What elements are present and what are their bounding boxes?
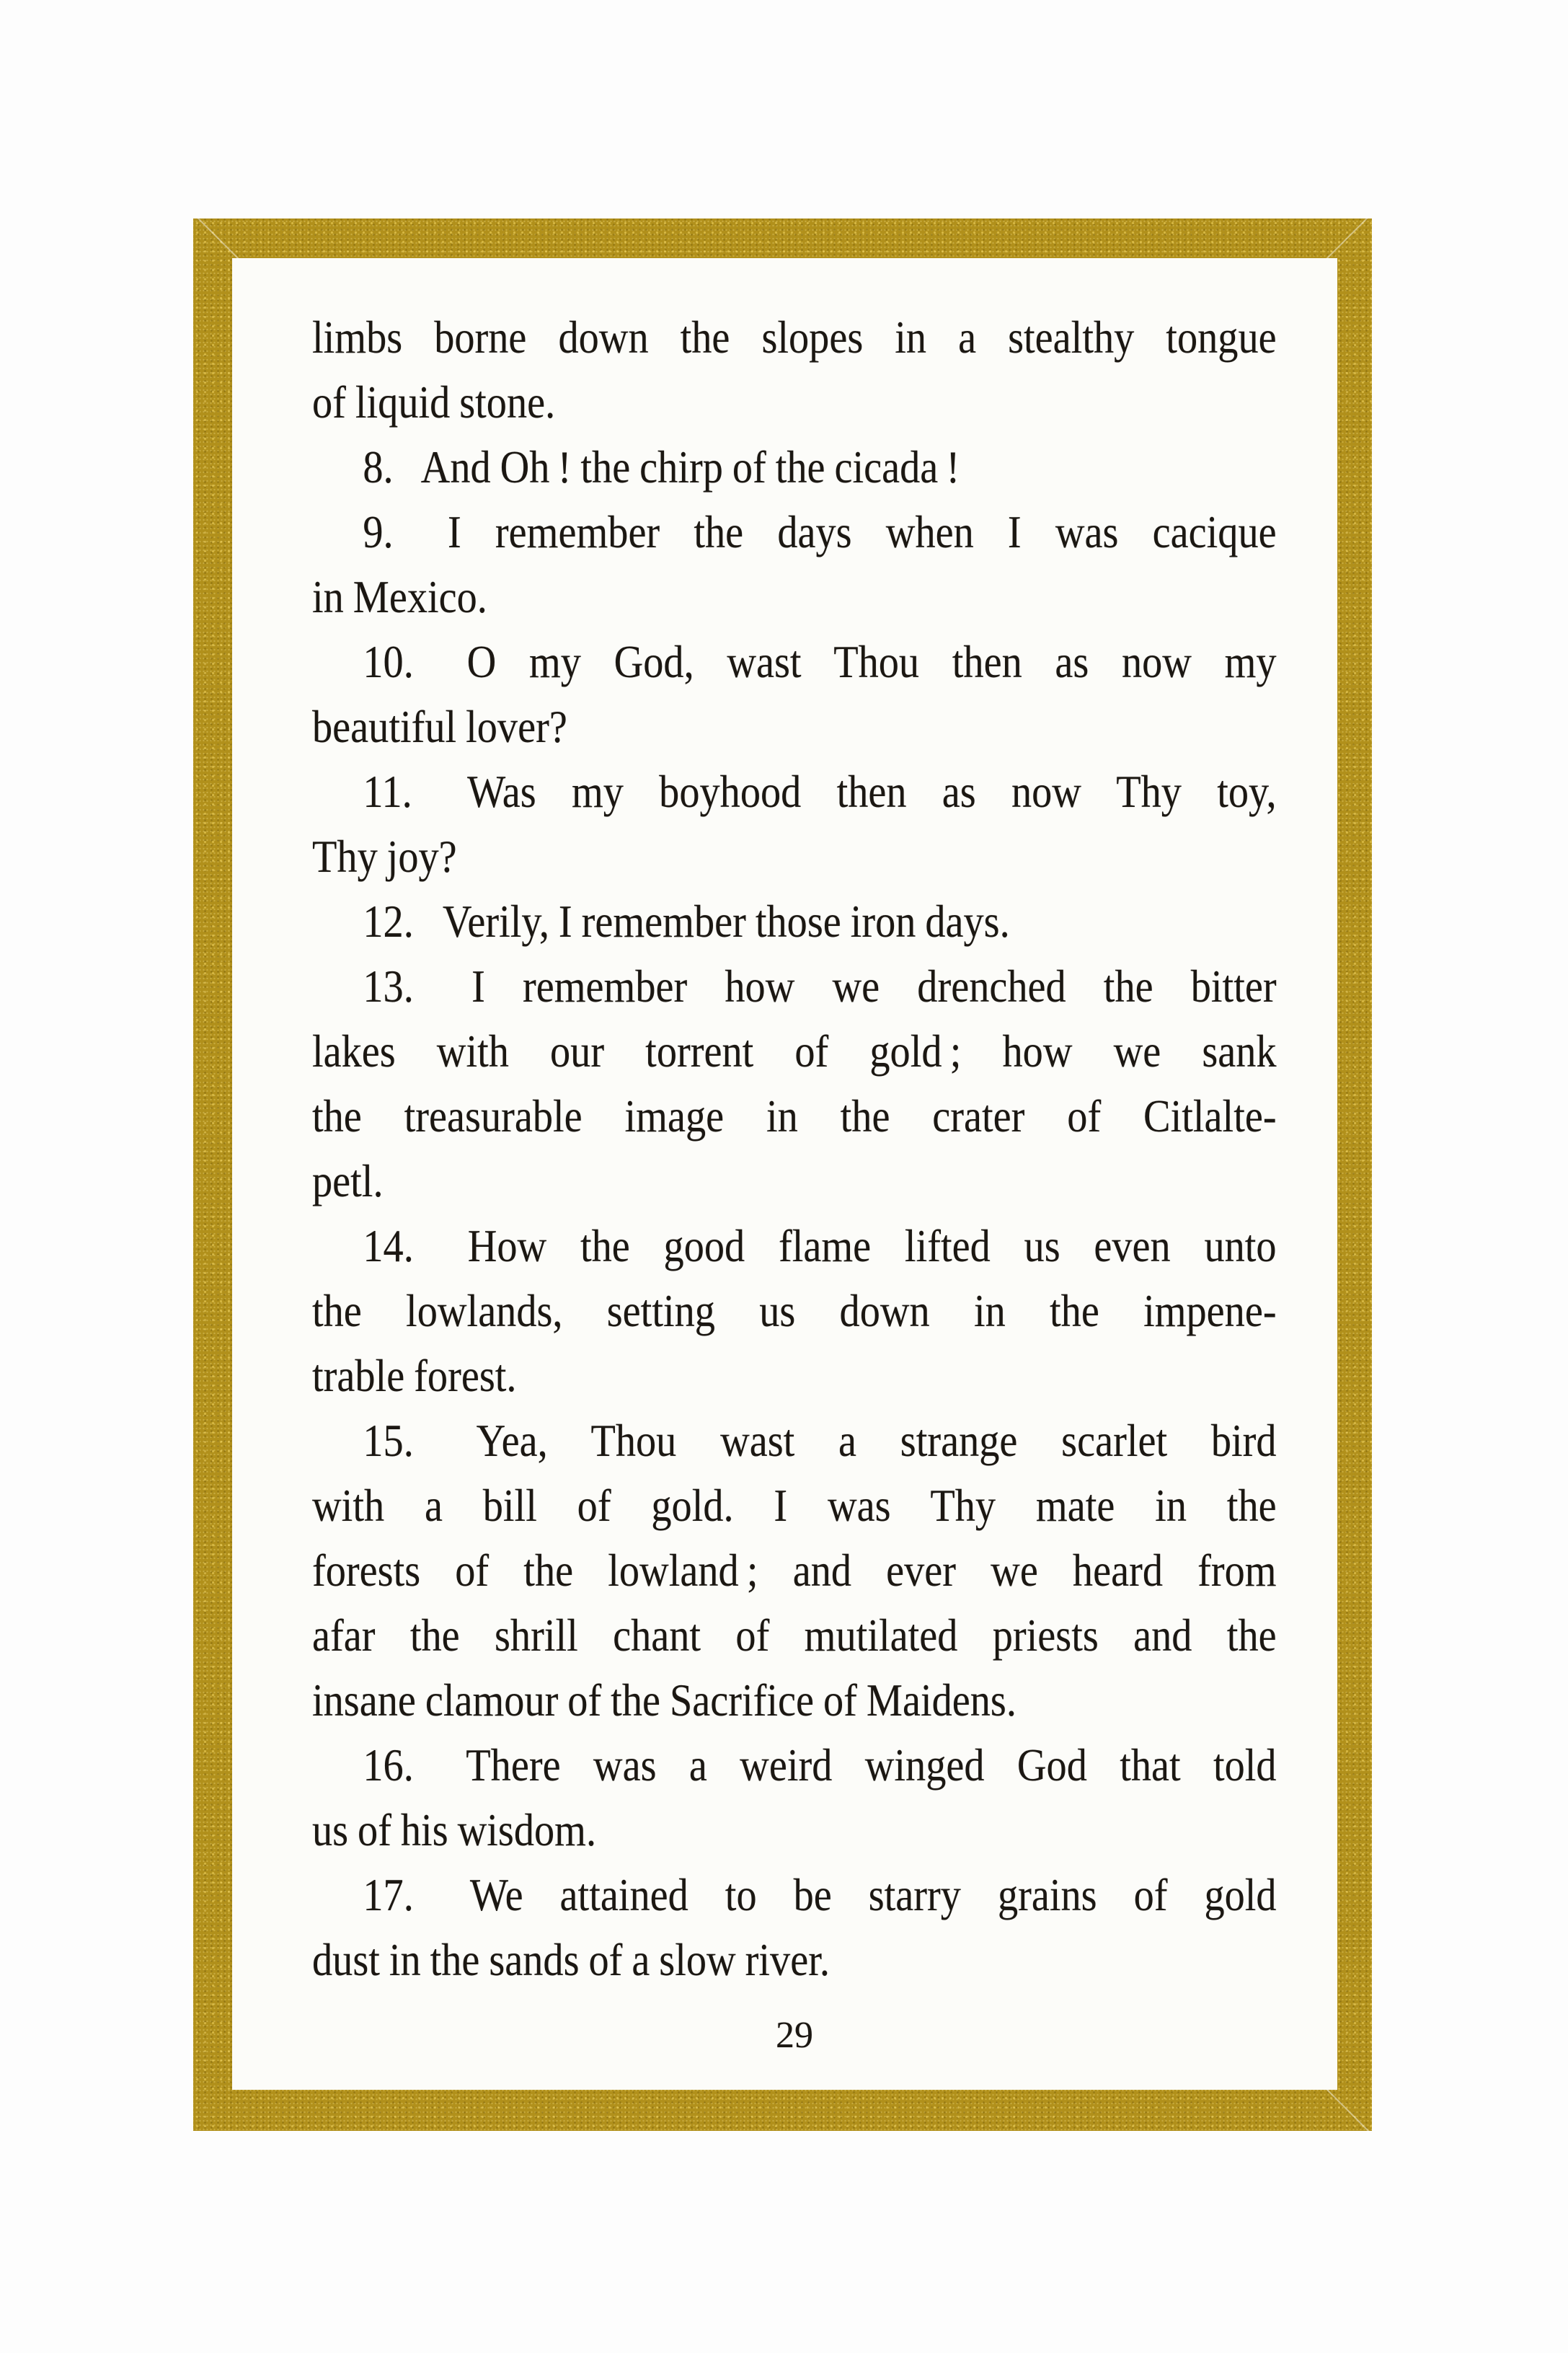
- page-number: 29: [776, 2015, 813, 2056]
- text-line: 13. I remember how we drenched the bitter: [363, 961, 1277, 1012]
- book-page: [232, 258, 1337, 2090]
- text-line: 9. I remember the days when I was cacique: [363, 506, 1277, 557]
- text-line: forests of the lowland ; and ever we heard from: [312, 1545, 1277, 1596]
- text-line: 15. Yea, Thou wast a strange scarlet bird: [363, 1415, 1277, 1466]
- text-line: afar the shrill chant of mutilated priests and the: [312, 1610, 1277, 1661]
- paragraph: [312, 1214, 1277, 1408]
- paragraph: [312, 759, 1277, 889]
- paragraph: [312, 500, 1277, 630]
- text-line: 16. There was a weird winged God that told: [363, 1739, 1277, 1791]
- text-line: 14. How the good flame lifted us even unto: [363, 1220, 1277, 1271]
- gilt-frame-border: [193, 218, 1372, 2131]
- frame-miter-seam-top-right: [1326, 216, 1370, 260]
- text-line: limbs borne down the slopes in a stealthy tongue: [312, 312, 1277, 363]
- frame-miter-seam-top-left: [196, 216, 240, 260]
- text-line: insane clamour of the Sacrifice of Maidens.: [312, 1674, 1016, 1726]
- frame-miter-seam-bottom-right: [1326, 2088, 1370, 2132]
- text-line: 11. Was my boyhood then as now Thy toy,: [363, 766, 1277, 817]
- text-line: in Mexico.: [312, 571, 487, 622]
- text-line: beautiful lover?: [312, 701, 567, 752]
- text-line: 17. We attained to be starry grains of gold: [363, 1869, 1277, 1920]
- paragraph: [312, 954, 1277, 1214]
- text-block: [312, 305, 1277, 1992]
- text-line: the treasurable image in the crater of Citlalte-: [312, 1090, 1277, 1142]
- text-line: of liquid stone.: [312, 376, 556, 428]
- text-line: the lowlands, setting us down in the impene-: [312, 1285, 1277, 1336]
- paragraph: [312, 435, 1277, 500]
- paragraph: [312, 1733, 1277, 1863]
- paragraph: [312, 630, 1277, 759]
- paragraph: [312, 1863, 1277, 1992]
- paragraph: [312, 305, 1277, 435]
- paragraph: [312, 889, 1277, 954]
- text-line: 8. And Oh ! the chirp of the cicada !: [363, 441, 960, 493]
- paragraph: [312, 1408, 1277, 1733]
- text-line: 10. O my God, wast Thou then as now my: [363, 636, 1277, 687]
- text-line: dust in the sands of a slow river.: [312, 1934, 830, 1985]
- text-line: us of his wisdom.: [312, 1804, 597, 1855]
- text-line: petl.: [312, 1155, 384, 1206]
- text-line: trable forest.: [312, 1350, 517, 1401]
- text-line: Thy joy?: [312, 831, 457, 882]
- text-line: with a bill of gold. I was Thy mate in the: [312, 1480, 1277, 1531]
- text-line: lakes with our torrent of gold ; how we sank: [312, 1025, 1277, 1077]
- text-line: 12. Verily, I remember those iron days.: [363, 896, 1010, 947]
